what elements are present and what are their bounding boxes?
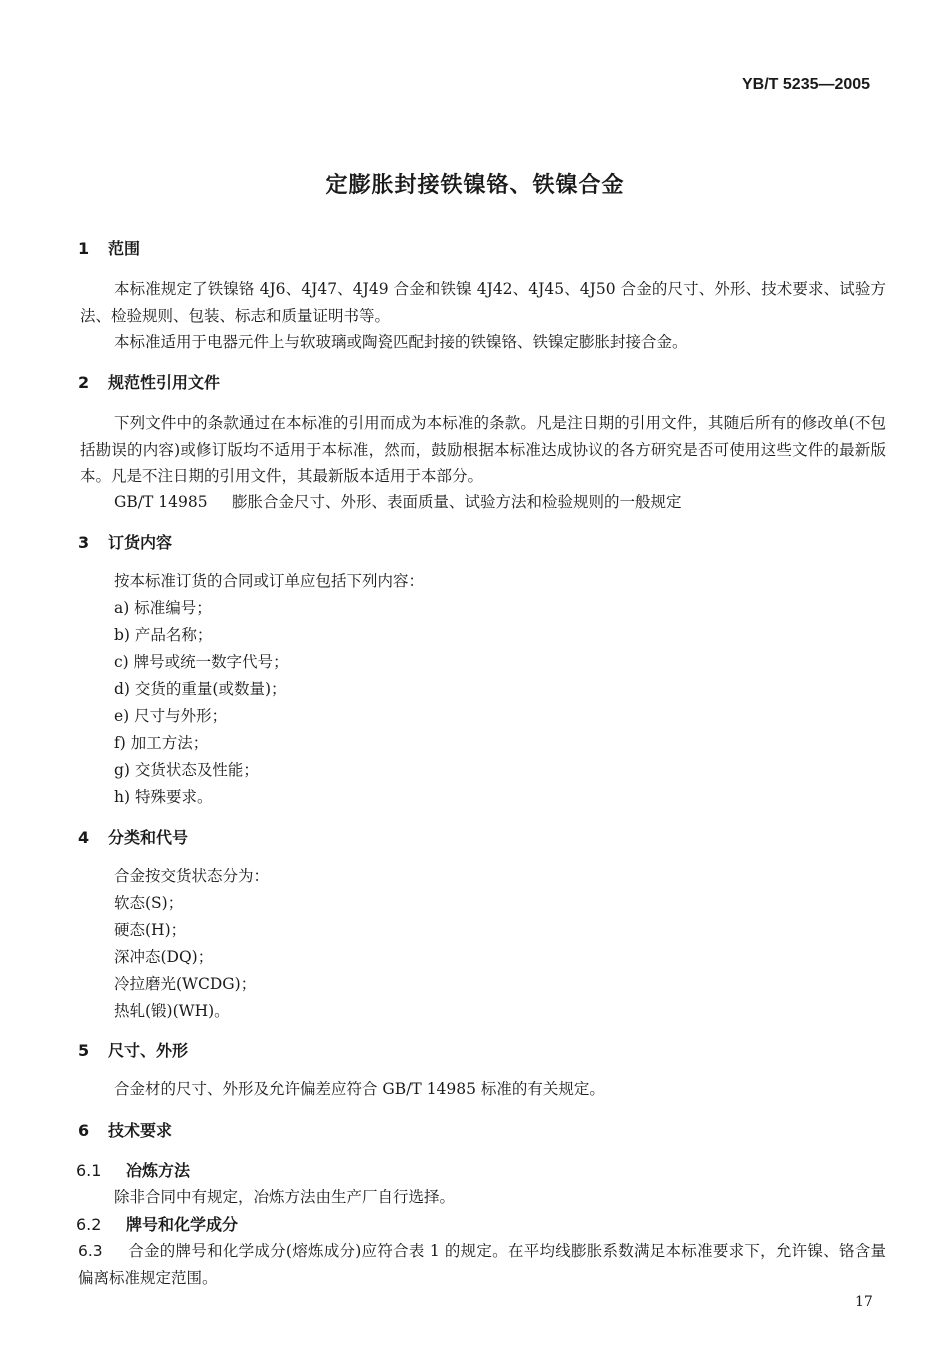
section-title: 订货内容 xyxy=(108,533,173,552)
list-item: 深冲态(DQ)； xyxy=(114,948,214,966)
section-5-paragraph: 合金材的尺寸、外形及允许偏差应符合 GB/T 14985 标准的有关规定。 xyxy=(114,1080,605,1098)
list-item: 硬态(H)； xyxy=(114,921,187,939)
section-number: 3 xyxy=(78,533,90,552)
list-item: 冷拉磨光(WCDG)； xyxy=(114,975,257,993)
page-title: 定膨胀封接铁镍铬、铁镍合金 xyxy=(325,173,625,198)
section-3-intro: 按本标准订货的合同或订单应包括下列内容： xyxy=(114,572,425,590)
subsection-number: 6.2 xyxy=(76,1215,102,1234)
subsection-6-1-text: 除非合同中有规定，冶炼方法由生产厂自行选择。 xyxy=(114,1188,456,1206)
section-1-heading xyxy=(78,236,140,259)
reference-code: GB/T 14985 xyxy=(114,493,208,511)
list-item: h) 特殊要求。 xyxy=(114,788,213,806)
subsection-6-1-heading xyxy=(76,1158,190,1181)
section-title: 技术要求 xyxy=(108,1121,173,1140)
section-title: 分类和代号 xyxy=(108,828,189,847)
list-item: c) 牌号或统一数字代号； xyxy=(114,653,289,671)
list-item: g) 交货状态及性能； xyxy=(114,761,259,779)
section-2-heading xyxy=(78,370,220,393)
page-number: 17 xyxy=(855,1294,873,1310)
list-item: f) 加工方法； xyxy=(114,734,209,752)
section-number: 4 xyxy=(78,828,90,847)
subsection-title: 牌号和化学成分 xyxy=(126,1215,239,1234)
subsection-6-2-heading xyxy=(76,1212,238,1235)
section-title: 范围 xyxy=(108,239,141,258)
section-1-paragraph-2: 本标准适用于电器元件上与软玻璃或陶瓷匹配封接的铁镍铬、铁镍定膨胀封接合金。 xyxy=(114,333,688,351)
section-number: 6 xyxy=(78,1121,90,1140)
subsection-text: 合金的牌号和化学成分(熔炼成分)应符合表 1 的规定。在平均线膨胀系数满足本标准要求下，允许镍、铬含量偏离标准规定范围。 xyxy=(78,1242,886,1287)
subsection-number: 6.3 xyxy=(78,1242,103,1260)
section-5-heading xyxy=(78,1038,188,1061)
section-number: 2 xyxy=(78,373,90,392)
section-1-paragraph-1: 本标准规定了铁镍铬 4J6、4J47、4J49 合金和铁镍 4J42、4J45、4J50 合金的尺寸、外形、技术要求、试验方法、检验规则、包装、标志和质量证明书等。 xyxy=(80,280,886,325)
normative-reference xyxy=(114,489,682,516)
list-item: a) 标准编号； xyxy=(114,599,212,617)
subsection-number: 6.1 xyxy=(76,1161,102,1180)
section-4-heading xyxy=(78,825,188,848)
section-4-intro: 合金按交货状态分为： xyxy=(114,867,270,885)
subsection-6-3-paragraph xyxy=(78,1238,886,1291)
section-3-heading xyxy=(78,530,172,553)
list-item: e) 尺寸与外形； xyxy=(114,707,228,725)
list-item: b) 产品名称； xyxy=(114,626,213,644)
list-item: 软态(S)； xyxy=(114,894,184,912)
section-title: 规范性引用文件 xyxy=(108,373,221,392)
standard-number: YB/T 5235—2005 xyxy=(742,76,871,93)
list-item: 热轧(锻)(WH)。 xyxy=(114,1002,230,1020)
section-6-heading xyxy=(78,1118,172,1141)
section-number: 1 xyxy=(78,239,90,258)
reference-title: 膨胀合金尺寸、外形、表面质量、试验方法和检验规则的一般规定 xyxy=(232,493,682,511)
section-2-paragraph-1: 下列文件中的条款通过在本标准的引用而成为本标准的条款。凡是注日期的引用文件，其随后所有的修改单(不包括勘误的内容)或修订版均不适用于本标准，然而，鼓励根据本标准达成协议的各方研究是否可使用这些文件的最新版本。凡是不注日期的引用文件，其最新版本适用于本部分。 xyxy=(80,414,886,485)
list-item: d) 交货的重量(或数量)； xyxy=(114,680,287,698)
section-number: 5 xyxy=(78,1041,90,1060)
subsection-title: 冶炼方法 xyxy=(126,1161,191,1180)
section-title: 尺寸、外形 xyxy=(108,1041,189,1060)
